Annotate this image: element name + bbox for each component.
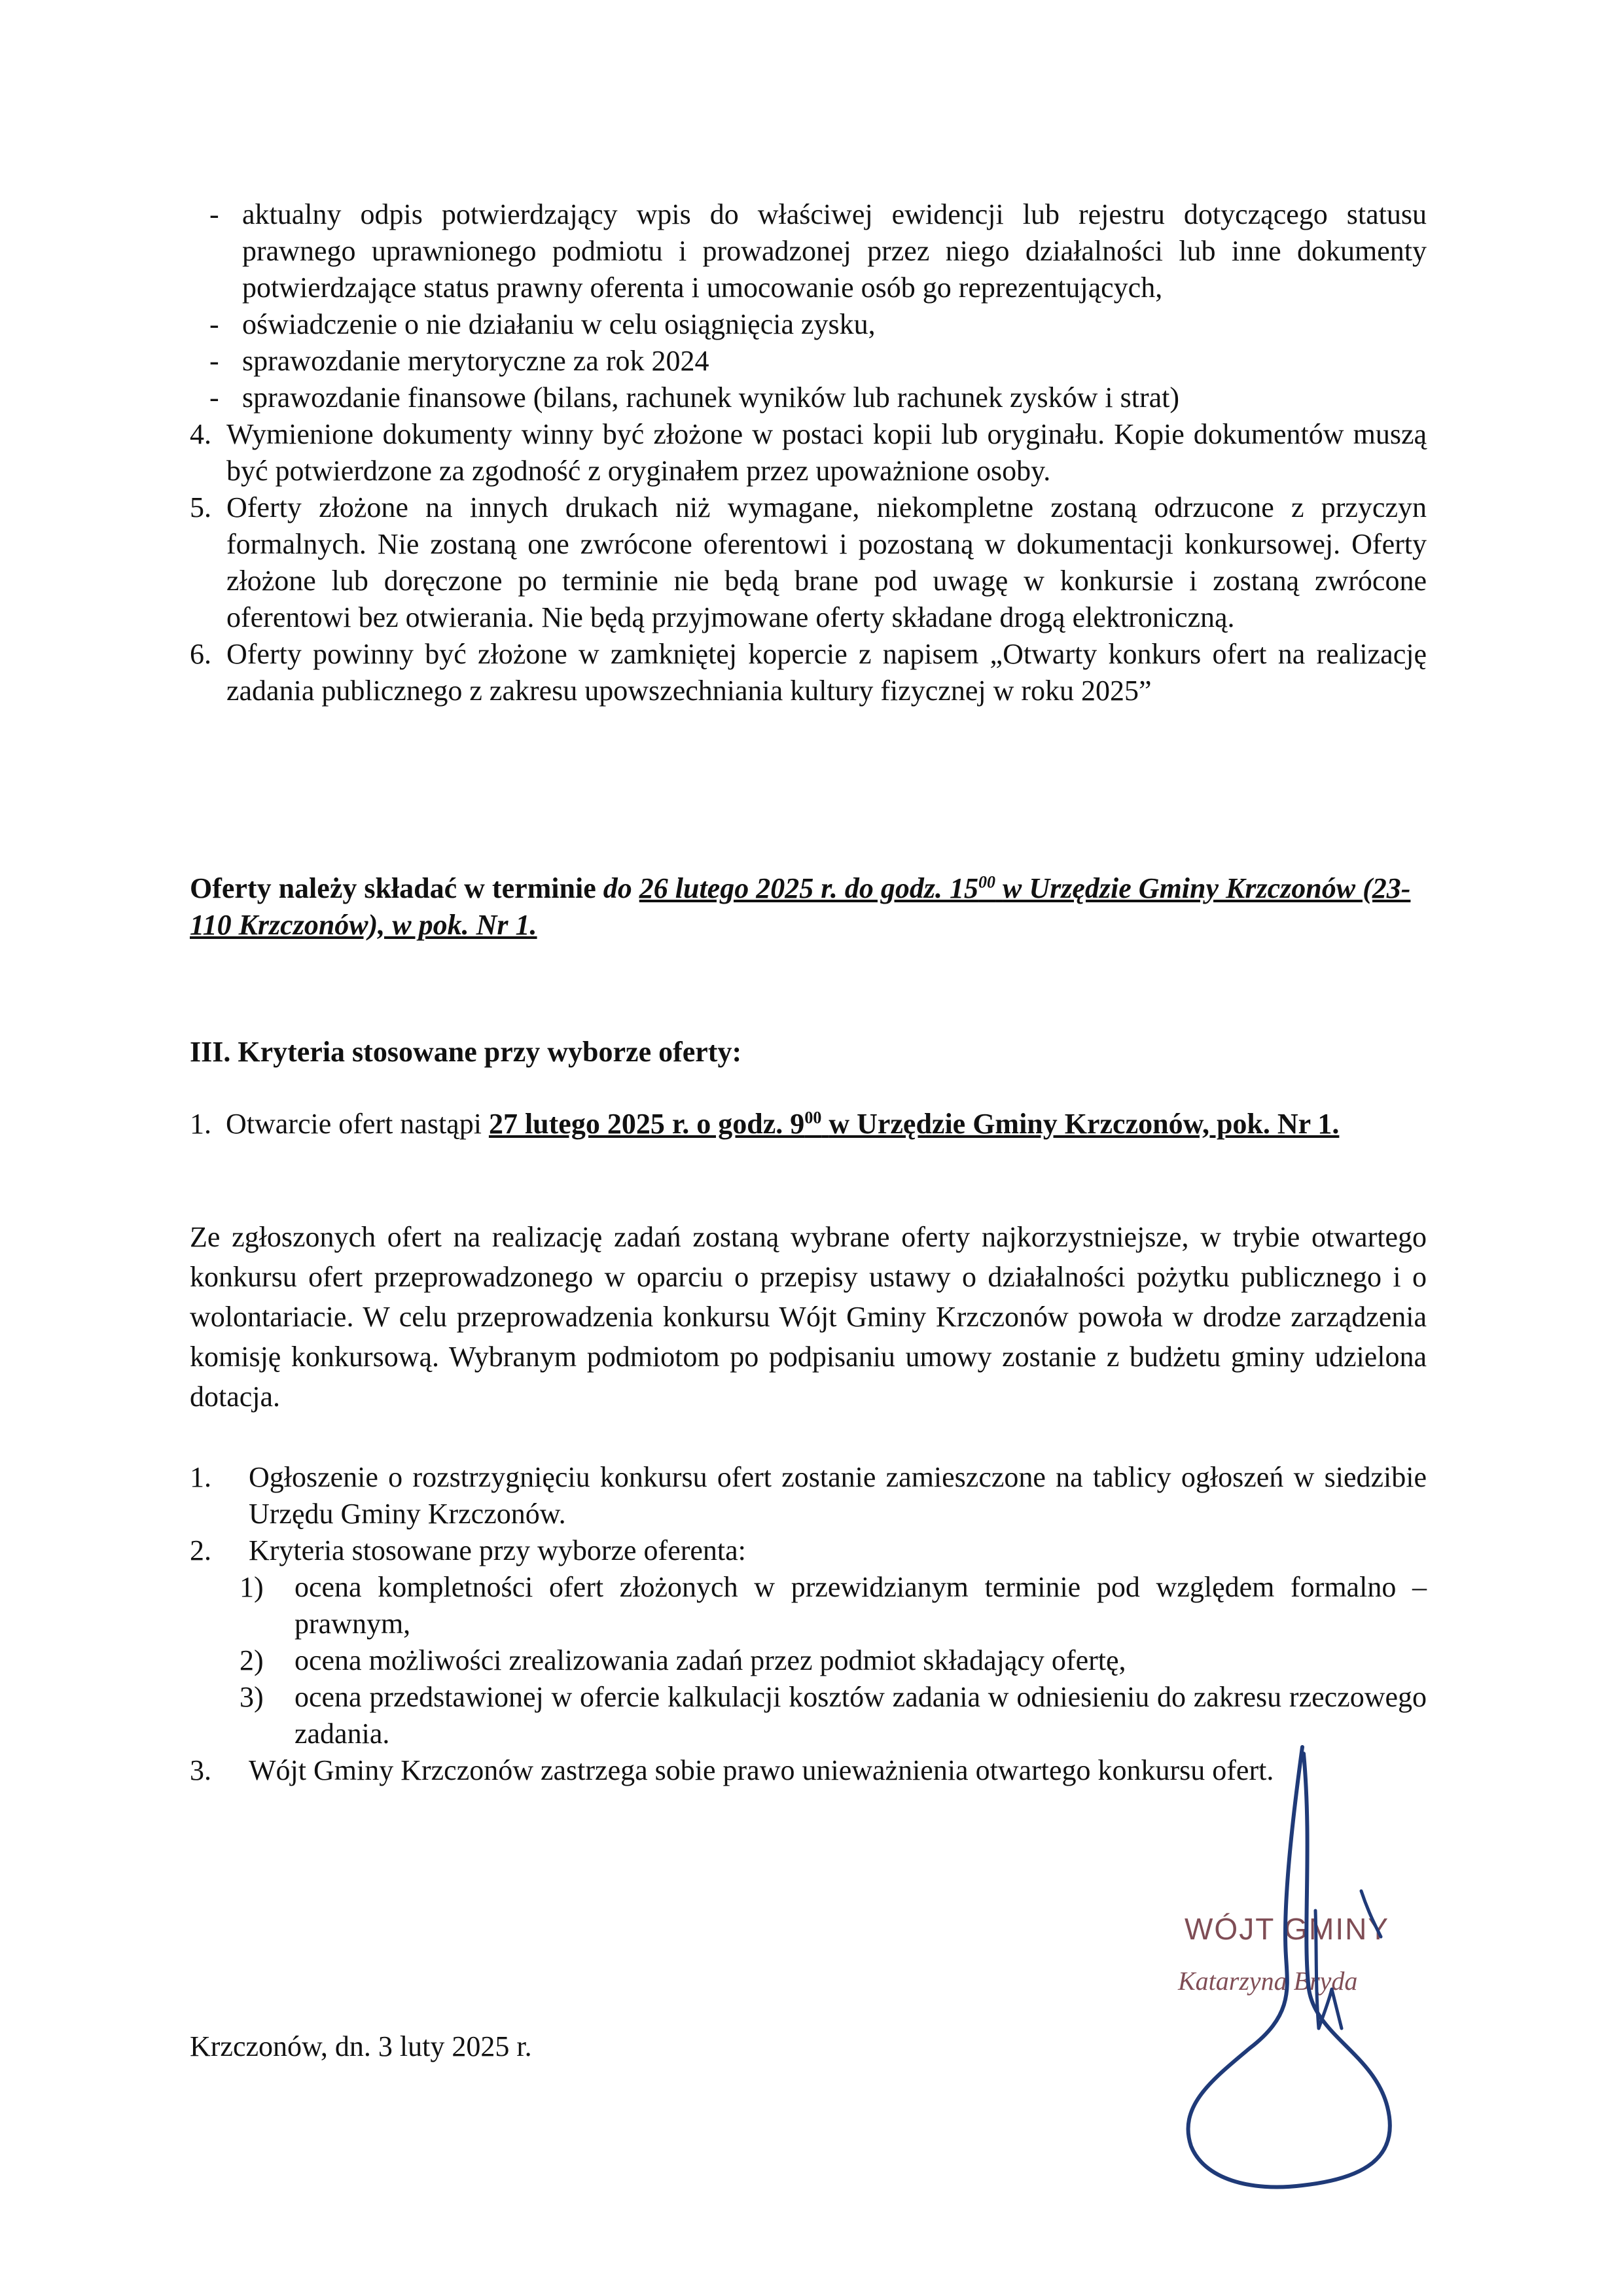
place-date: Krzczonów, dn. 3 luty 2025 r. [190, 2030, 532, 2062]
selection-paragraph: Ze zgłoszonych ofert na realizację zadań zostaną wybrane oferty najkorzystniejsze, w trybie otwartego konkursu ofert przeprowadzonego w oparciu o przepisy ustawy o działalności pożytku publicznego i o wolontariacie. W celu przeprowadzenia konkursu Wójt Gminy Krzczonów powoła w drodze zarządzenia komisję konkursową. Wybranym podmiotom po podpisaniu umowy zostanie z budżetu gminy udzielona dotacja. [190, 1221, 1427, 1413]
deadline-date: 26 lutego 2025 r. do godz. $15^{00}$ w Urzędzie Gminy Krzczonów (23-110 Krzczonów), w pok. Nr 1. [190, 872, 1411, 941]
criteria-item-1: 1. Ogłoszenie o rozstrzygnięciu konkursu ofert zostanie zamieszczone na tablicy ogłoszeń w siedzibie Urzędu Gminy Krzczonów. [190, 1461, 1427, 1530]
deadline-do: do [603, 872, 632, 904]
criteria-subitem-1: 1) ocena kompletności ofert złożonych w przewidzianym terminie pod względem formalno – prawnym, [240, 1571, 1427, 1640]
deadline-lead: Oferty należy składać w terminie [190, 872, 596, 904]
item-text: Ogłoszenie o rozstrzygnięciu konkursu ofert zostanie zamieszczone na tablicy ogłoszeń w siedzibie Urzędu Gminy Krzczonów. [249, 1461, 1427, 1530]
item-text: Wymienione dokumenty winny być złożone w postaci kopii lub oryginału. Kopie dokumentów muszą być potwierdzone za zgodność z oryginałem przez upoważnione osoby. [226, 418, 1427, 487]
criteria-item-3: 3. Wójt Gminy Krzczonów zastrzega sobie prawo unieważnienia otwartego konkursu ofert. [190, 1754, 1274, 1786]
item-text: ocena możliwości zrealizowania zadań przez podmiot składający ofertę, [294, 1644, 1126, 1676]
stamp-title: WÓJT GMINY [1185, 1912, 1390, 1946]
handwritten-signature [1152, 1740, 1427, 2199]
numbered-item-5: 5. Oferty złożone na innych drukach niż wymagane, niekompletne zostaną odrzucone z przyczyn formalnych. Nie zostaną one zwrócone oferentowi i pozostaną w dokumentacji konkursowej. Oferty złożone lub doręczone po terminie nie będą brane pod uwagę w konkursie i zostaną zwrócone oferentowi bez otwierania. Nie będą przyjmowane oferty składane drogą elektroniczną. [190, 491, 1427, 633]
list-item-text: oświadczenie o nie działaniu w celu osiągnięcia zysku, [242, 308, 876, 340]
criteria-list [190, 1459, 1427, 1789]
opening-date: 27 lutego 2025 r. o godz. $9^{00}$ w Urzędzie Gminy Krzczonów, pok. Nr 1. [488, 1108, 1340, 1140]
item-text: ocena przedstawionej w ofercie kalkulacji kosztów zadania w odniesieniu do zakresu rzeczowego zadania. [294, 1681, 1427, 1750]
criteria-subitem-3: 3) ocena przedstawionej w ofercie kalkulacji kosztów zadania w odniesieniu do zakresu rzeczowego zadania. [240, 1681, 1427, 1750]
list-item-text: sprawozdanie finansowe (bilans, rachunek wyników lub rachunek zysków i strat) [242, 381, 1180, 414]
section-heading: III. Kryteria stosowane przy wyborze oferty: [190, 1036, 742, 1068]
item-text: Kryteria stosowane przy wyborze oferenta: [249, 1534, 746, 1566]
required-documents-list [190, 196, 1427, 709]
numbered-item-6: 6. Oferty powinny być złożone w zamkniętej kopercie z napisem „Otwarty konkurs ofert na realizację zadania publicznego z zakresu upowszechniania kultury fizycznej w roku 2025” [190, 638, 1427, 707]
list-item-text: sprawozdanie merytoryczne za rok 2024 [242, 345, 709, 377]
item-text: Wójt Gminy Krzczonów zastrzega sobie prawo unieważnienia otwartego konkursu ofert. [249, 1754, 1274, 1786]
item-text: ocena kompletności ofert złożonych w przewidzianym terminie pod względem formalno – prawnym, [294, 1571, 1427, 1640]
item-text: Oferty powinny być złożone w zamkniętej kopercie z napisem „Otwarty konkurs ofert na realizację zadania publicznego z zakresu upowszechniania kultury fizycznej w roku 2025” [226, 638, 1427, 707]
criteria-item-2: 2. Kryteria stosowane przy wyborze oferenta: [190, 1534, 746, 1566]
criteria-subitem-2: 2) ocena możliwości zrealizowania zadań przez podmiot składający ofertę, [240, 1644, 1126, 1676]
list-item: - sprawozdanie finansowe (bilans, rachunek wyników lub rachunek zysków i strat) [190, 380, 1427, 416]
deadline-paragraph [190, 870, 1427, 944]
opening-lead: Otwarcie ofert nastąpi [226, 1108, 482, 1140]
list-item: - sprawozdanie merytoryczne za rok 2024 [190, 343, 1427, 380]
opening-paragraph: 1. Otwarcie ofert nastąpi 27 lutego 2025 r. o godz. $9^{00}$ w Urzędzie Gminy Krzczonów, pok. Nr 1. [190, 1108, 1340, 1140]
item-text: Oferty złożone na innych drukach niż wymagane, niekompletne zostaną odrzucone z przyczyn formalnych. Nie zostaną one zwrócone oferentowi i pozostaną w dokumentacji konkursowej. Oferty złożone lub doręczone po terminie nie będą brane pod uwagę w konkursie i zostaną zwrócone oferentowi bez otwierania. Nie będą przyjmowane oferty składane drogą elektroniczną. [226, 491, 1427, 633]
list-item-text: aktualny odpis potwierdzający wpis do właściwej ewidencji lub rejestru dotyczącego statusu prawnego uprawnionego podmiotu i prowadzonej przez niego działalności lub inne dokumenty potwierdzające status prawny oferenta i umocowanie osób go reprezentujących, [242, 198, 1427, 304]
list-item: - aktualny odpis potwierdzający wpis do właściwej ewidencji lub rejestru dotyczącego statusu prawnego uprawnionego podmiotu i prowadzonej przez niego działalności lub inne dokumenty potwierdzające status prawny oferenta i umocowanie osób go reprezentujących, [190, 196, 1427, 306]
numbered-item-4: 4. Wymienione dokumenty winny być złożone w postaci kopii lub oryginału. Kopie dokumentów muszą być potwierdzone za zgodność z oryginałem przez upoważnione osoby. [190, 418, 1427, 487]
stamp-name: Katarzyna Bryda [1178, 1966, 1358, 1996]
list-item: - oświadczenie o nie działaniu w celu osiągnięcia zysku, [190, 306, 1427, 343]
